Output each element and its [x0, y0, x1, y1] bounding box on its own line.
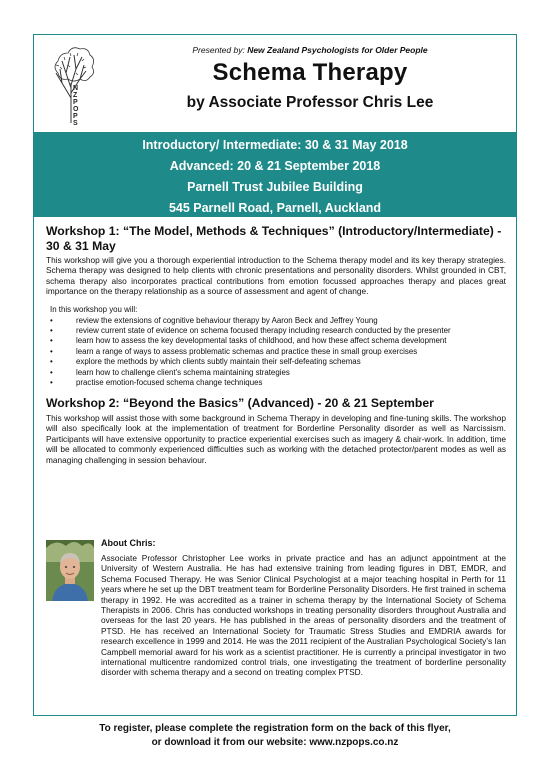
list-item [46, 326, 506, 336]
list-item-text: review the extensions of cognitive behaviour therapy by Aaron Beck and Jeffrey Young [76, 315, 378, 325]
list-item-text: explore the methods by which clients subtly maintain their self-defeating schemas [76, 357, 361, 367]
dates-banner [34, 132, 516, 217]
list-item-text: learn how to challenge client's schema maintaining strategies [76, 367, 290, 377]
presented-by [114, 45, 506, 55]
flyer-frame [33, 34, 517, 716]
presented-prefix: Presented by: [192, 45, 248, 55]
tree-logo-icon [48, 43, 94, 125]
svg-text:P: P [73, 99, 78, 106]
bullet-icon: • [50, 315, 53, 325]
bullet-icon: • [50, 336, 53, 346]
svg-text:Z: Z [73, 92, 78, 99]
workshop1-description: This workshop will give you a thorough experiential introduction to the Schema therapy model and its key therapy strategies. Schema therapy was designed to help clients with chronic presentations and personality disorders. Whilst grounded in CBT, schema therapy also incorporates practical contributions from emotion focussed approaches therapy and places great importance on the therapy relationship as a source of assessment and agent of change. [46, 255, 506, 297]
about-title: About Chris: [101, 538, 156, 548]
header [34, 35, 516, 131]
page-title: Schema Therapy [212, 59, 408, 86]
bullet-icon: • [50, 367, 53, 377]
footer [0, 722, 550, 750]
venue-address: 545 Parnell Road, Parnell, Auckland [168, 201, 382, 215]
svg-text:N: N [73, 85, 79, 92]
about-text: Associate Professor Christopher Lee works in private practice and has an adjunct appointment at the University of Western Australia. He has had extensive training from leading figures in DBT, EMDR, and Schema Focused Therapy. He was Senior Clinical Psychologist at a major teaching hospital in Perth for 11 years where he set up the DBT treatment team for Borderline Personality Disorders. He first trained in schema therapy in 1992. He was accredited as a trainer in schema therapy by the International Society of Schema Therapists in 2006. Chris has conducted workshops in treating personality disorders throughout Australia and overseas for the last 20 years. He has published in the areas of personality disorders and the treatment of PTSD. He has received an International Society for Traumatic Stress Studies and EMDRIA awards for research excellence in 1999 and 2014. He was the 2011 recipient of the Australian Psychological Society’s Ian Campbell memorial award for his work as a scientist practitioner. He is currently a principal investigator in two international multicentre randomized control trials, one investigating the treatment of borderline personality disorder with schema therapy and a second on treating complex PTSD. [101, 553, 506, 678]
list-item [46, 336, 506, 346]
page-subtitle: by Associate Professor Chris Lee [186, 94, 434, 111]
bullet-icon: • [50, 378, 53, 388]
list-item-text: practise emotion-focused schema change techniques [76, 378, 263, 388]
dates-advanced: Advanced: 20 & 21 September 2018 [169, 159, 381, 173]
venue-name: Parnell Trust Jubilee Building [187, 180, 363, 194]
svg-text:P: P [73, 113, 78, 120]
workshop1-list-intro: In this workshop you will: [50, 304, 138, 314]
svg-text:O: O [73, 106, 79, 113]
list-item [46, 378, 506, 388]
list-item-text: review current state of evidence on schema focused therapy including research conducted by the presenter [76, 326, 451, 336]
bullet-icon: • [50, 346, 53, 356]
list-item [46, 357, 506, 367]
dates-intro: Introductory/ Intermediate: 30 & 31 May 2018 [142, 138, 408, 152]
main-content [46, 224, 506, 678]
bullet-icon: • [50, 326, 53, 336]
list-item [46, 368, 506, 378]
workshop1-bullets [46, 316, 506, 389]
footer-website: or download it from our website: www.nzpops.co.nz [151, 737, 399, 748]
workshop1-title: Workshop 1: “The Model, Methods & Techniques” (Introductory/Intermediate) - 30 & 31 May [46, 224, 502, 253]
bullet-icon: • [50, 357, 53, 367]
svg-text:S: S [73, 120, 78, 125]
presenter-photo [46, 540, 94, 601]
footer-register: To register, please complete the registration form on the back of this flyer, [99, 723, 451, 734]
presenter-org: New Zealand Psychologists for Older People [247, 45, 428, 55]
workshop2-title: Workshop 2: “Beyond the Basics” (Advanced) - 20 & 21 September [46, 396, 434, 411]
workshop2-description: This workshop will assist those with some background in Schema Therapy in developing and fine-tuning skills. The workshop will also specifically look at the implementation of treatment for Borderline Personality disorder as well as Narcissism. Participants will have extensive opportunity to practice experiential exercises such as imagery & chair-work. In addition, time will be allocated to commonly experienced difficulties such as working with the detached protector/parent modes as well as managing challenging in session behaviour. [46, 412, 506, 465]
list-item [46, 347, 506, 357]
list-item-text: learn how to assess the key developmental tasks of childhood, and how these affect schema development [76, 336, 447, 346]
list-item [46, 316, 506, 326]
list-item-text: learn a range of ways to assess problematic schemas and practice these in small group exercises [76, 346, 418, 356]
